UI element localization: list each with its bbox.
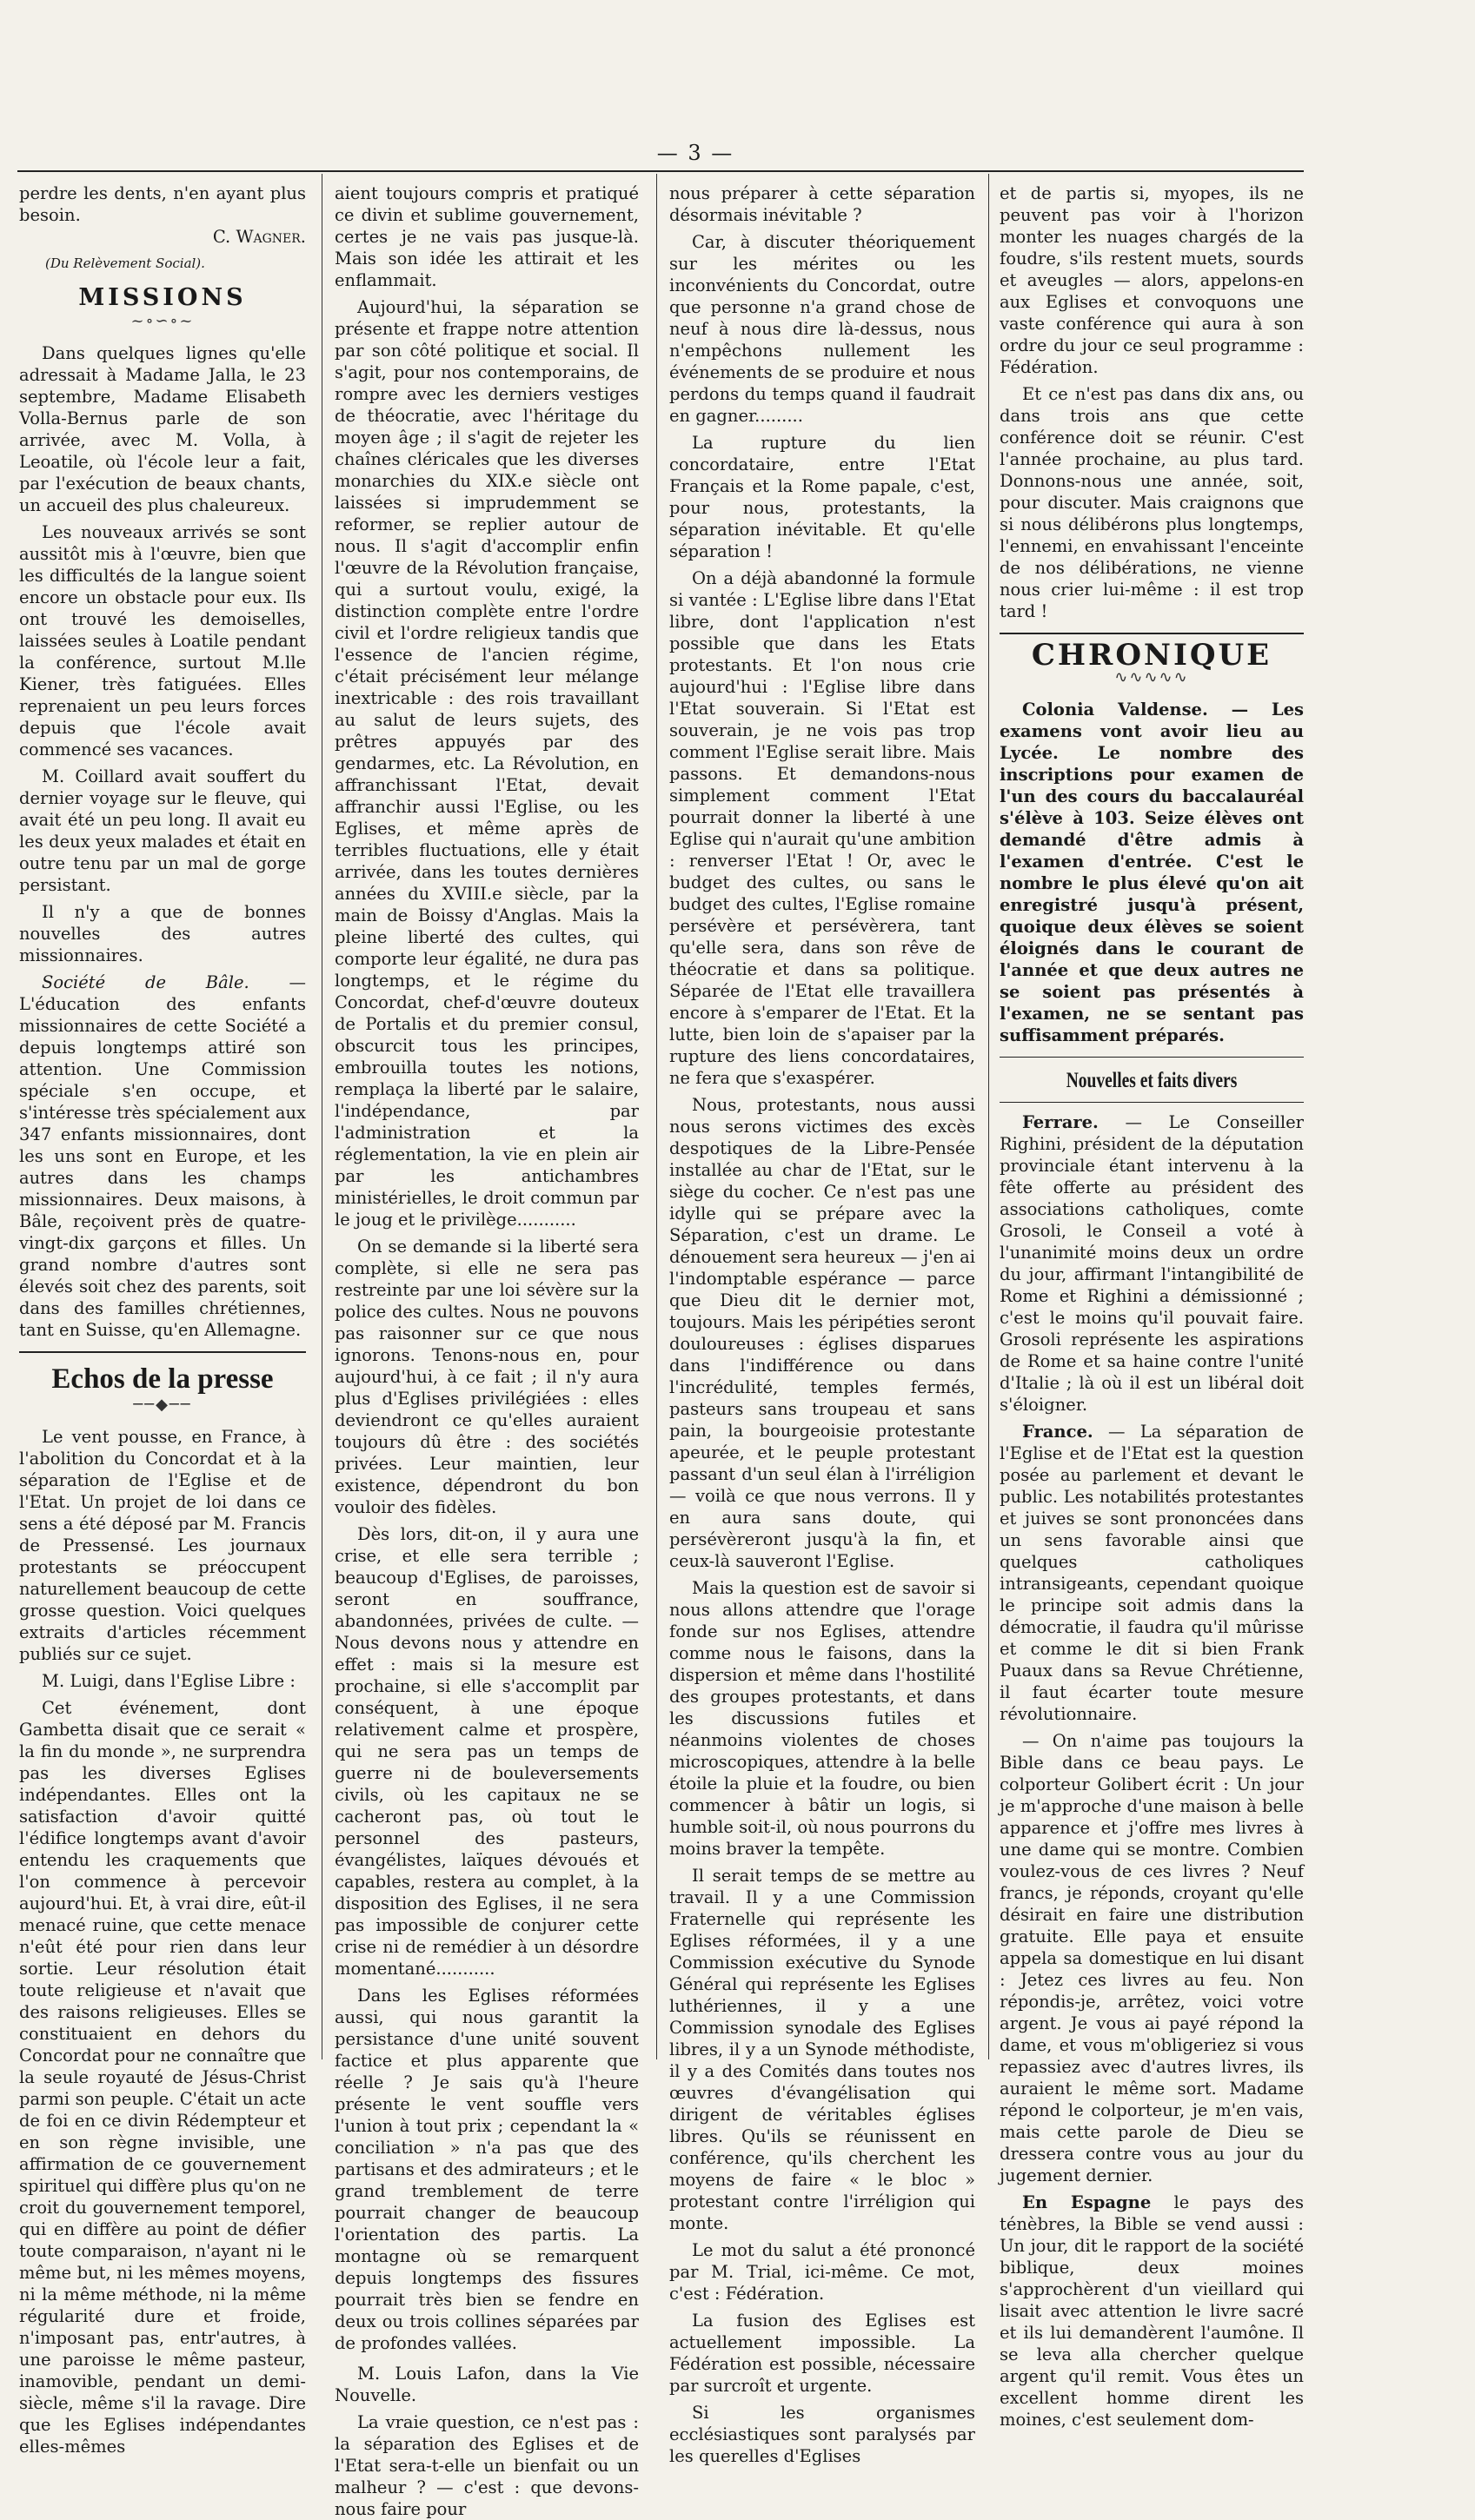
paragraph	[1000, 1421, 1304, 1725]
item-label: Société de Bâle.	[42, 972, 249, 992]
section-rule	[1000, 633, 1304, 634]
paragraph	[1000, 2192, 1304, 2430]
column-4	[1000, 182, 1304, 2430]
item-text: — Le Conseiller Righini, président de la députation provinciale étant intervenu à la fête offerte au président des associations catholiques, comte Grosoli, le Conseil a voté à l'unanimité moins deux un ordre du jour, affirmant l'intangibilité de Rome et Righini a démissionné ; c'est le moins qu'il pouvait faire. Grosoli représente les aspirations de Rome et sa haine contre l'unité d'Italie ; là où il est un libéral doit s'éloigner.	[1000, 1112, 1304, 1415]
paragraph: On se demande si la liberté sera complète, si elle ne sera pas restreinte par une loi sévère sur la police des cultes. Nous ne pouvons pas raisonner sur ce que nous ignorons. Tenons-nous en, pour aujourd'hui, à ce fait ; il n'y aura plus d'Eglises privilégiées : elles deviendront ce qu'elles auraient toujours dû être : des sociétés privées. Leur maintien, leur existence, dépendront du bon vouloir des fidèles.	[335, 1237, 639, 1517]
item-text: le pays des ténèbres, la Bible se vend aussi : Un jour, dit le rapport de la société biblique, deux moines s'approchèrent d'un vieillard qui lisait avec attention le livre sacré et ils lui demandèrent l'aumône. Il se leva alla chercher quelque argent qu'il remit. Vous êtes un excellent homme dirent les moines, c'est seulement dom-	[1000, 2192, 1304, 2430]
item-label: France.	[1022, 1422, 1093, 1442]
paragraph: La fusion des Eglises est actuellement impossible. La Fédération est possible, nécessaire par surcroît et urgente.	[669, 2311, 975, 2396]
section-rule	[1000, 1057, 1304, 1058]
section-rule	[1000, 1102, 1304, 1103]
column-3	[669, 182, 975, 2466]
paragraph: M. Luigi, dans l'Eglise Libre :	[42, 1671, 296, 1691]
paragraph	[1000, 699, 1304, 1046]
paragraph: perdre les dents, n'en ayant plus besoin.	[19, 183, 306, 225]
paragraph: Le mot du salut a été prononcé par M. Trial, ici-même. Ce mot, c'est : Fédération.	[669, 2240, 975, 2304]
paragraph: Et ce n'est pas dans dix ans, ou dans trois ans que cette conférence doit se réunir. C'est l'année prochaine, au plus tard. Donnons-nous une année, soit, pour discuter. Mais craignons que si nous délibérons plus longtemps, l'ennemi, en envahissant l'enceinte de nos délibérations, ne vienne nous crier lui-même : il est trop tard !	[1000, 384, 1304, 621]
paragraph: Aujourd'hui, la séparation se présente et frappe notre attention par son côté politique et social. Il s'agit, pour nos contemporains, de rompre avec les derniers vestiges de théocratie, avec l'héritage du moyen âge ; il s'agit de rejeter les chaînes cléricales que les diverses monarchies du XIX.e siècle ont laissées si imprudemment se reformer, se replier autour de nous. Il s'agit d'accomplir enfin l'œuvre de la Révolution française, qui a surtout voulu, exigé, la distinction complète entre l'ordre civil et l'ordre religieux tandis que l'essence de l'ancien régime, c'était précisément leur mélange inextricable : des rois travaillant au salut de leurs sujets, des prêtres appuyés par des gendarmes, etc. La Révolution, en affranchissant l'Etat, devait affranchir aussi l'Eglise, ou les Eglises, et même après de terribles fluctuations, elle y était arrivée, dans les toutes dernières années du XVIII.e siècle, par la main de Boissy d'Anglas. Mais la pleine liberté des cultes, qui comporte leur égalité, ne dura pas longtemps, et le régime du Concordat, chef-d'œuvre douteux de Portalis et du premier consul, obscurcit tous les principes, embrouilla toutes les notions, remplaça la liberté par le salaire, l'indépendance, par l'administration et la réglementation, la vie en plein air par les antichambres ministérielles, le droit commun par le joug et le privilège...........	[335, 297, 639, 1230]
section-title-echos: Echos de la presse	[51, 1363, 274, 1395]
paragraph: M. Louis Lafon, dans la Vie Nouvelle.	[335, 2364, 639, 2405]
ornament: ~∘∽∘~	[130, 312, 195, 330]
ornament: ∿∿∿∿∿	[1114, 668, 1189, 686]
section-rule	[19, 1351, 306, 1353]
paragraph: Car, à discuter théoriquement sur les mérites ou les inconvénients du Concordat, outre que personne n'a grand chose de neuf à nous dire là-dessus, nous n'empêchons nullement les événements de se produire et nous perdons du temps quand il faudrait en gagner.........	[669, 232, 975, 426]
paragraph: et de partis si, myopes, ils ne peuvent pas voir à l'horizon monter les nuages chargés de la foudre, s'ils restent muets, sourds et aveugles — alors, appelons-en aux Eglises et convoquons une vaste conférence qui aura à son ordre du jour ce seul programme : Fédération.	[1000, 183, 1304, 377]
paragraph: Si les organismes ecclésiastiques sont paralysés par les querelles d'Eglises	[669, 2403, 975, 2466]
paragraph	[1000, 1111, 1304, 1416]
section-title-missions: MISSIONS	[78, 284, 247, 311]
top-rule	[17, 170, 1304, 172]
paragraph: — On n'aime pas toujours la Bible dans ce beau pays. Le colporteur Golibert écrit : Un jour je m'approche d'une maison à belle apparence et j'offre mes livres à une dame qui se montre. Combien voulez-vous de ces livres ? Neuf francs, je réponds, croyant qu'elle désirait en faire une distribution gratuite. Elle paya et ensuite appela sa domestique en lui disant : Jetez ces livres au feu. Non répondis-je, arrêtez, voici votre argent. Je vous ai payé répond la dame, et vous m'obligeriez si vous repassiez avec d'autres livres, ils auraient le même sort. Madame répond le colporteur, je m'en vais, mais cette parole de Dieu se dressera contre vous au jour du jugement dernier.	[1000, 1731, 1304, 2185]
item-text: — Les examens vont avoir lieu au Lycée. Le nombre des inscriptions pour examen de l'un des cours du baccalauréal s'élève à 103. Seize élèves ont demandé d'être admis à l'examen d'entrée. C'est le nombre le plus élevé qu'on ait enregistré jusqu'à présent, quoique deux élèves se soient éloignés dans le courant de l'année et que deux autres ne se soient pas présentés à l'examen, ne se sentant pas suffisamment préparés.	[1000, 700, 1304, 1045]
column-1	[19, 182, 306, 2457]
paragraph: M. Coillard avait souffert du dernier voyage sur le fleuve, qui avait été un peu long. Il avait eu les deux yeux malades et était en outre tenu par un mal de gorge persistant.	[19, 766, 306, 895]
item-label: Ferrare.	[1022, 1112, 1099, 1132]
section-title-chronique: CHRONIQUE	[1031, 638, 1272, 673]
paragraph: Dans quelques lignes qu'elle adressait à Madame Jalla, le 23 septembre, Madame Elisabeth Volla-Bernus parle de son arrivée, avec M. Volla, à Leoatile, où l'école leur a fait, par l'exécution de beaux chants, un accueil des plus chaleureux.	[19, 343, 306, 515]
paragraph: Dès lors, dit-on, il y aura une crise, et elle sera terrible ; beaucoup d'Eglises, de paroisses, seront en souffrance, abandonnées, privées de culte. — Nous devons nous y attendre en effet : mais si la mesure est prochaine, si elle s'accomplit par conséquent, à une époque relativement calme et prospère, qui ne sera pas un temps de guerre ni de bouleversements civils, où les capitaux ne se cacheront pas, où tout le personnel des pasteurs, évangélistes, laïques dévoués et capables, restera au complet, à la disposition des Eglises, il ne sera pas impossible de conjurer cette crise ni de remédier à un désordre momentané...........	[335, 1524, 639, 1979]
paragraph: nous préparer à cette séparation désormais inévitable ?	[669, 183, 975, 225]
signature: C. Wagner.	[212, 227, 306, 247]
paragraph: aient toujours compris et pratiqué ce divin et sublime gouvernement, certes je ne vais pas jusque-là. Mais son idée les attirait et les enflammait.	[335, 183, 639, 290]
ornament: ──◆──	[133, 1396, 192, 1414]
column-divider	[656, 174, 657, 2059]
paragraph: Il serait temps de se mettre au travail. Il y a une Commission Fraternelle qui représente les Eglises réformées, il y a une Commission exécutive du Synode Général qui représente les Eglises luthériennes, il y a une Commission synodale des Eglises libres, il y a un Synode méthodiste, il y a des Comités dans toutes nos œuvres d'évangélisation qui dirigent de véritables églises libres. Qu'ils se réunissent en conférence, qu'ils cherchent les moyens de faire « le bloc » protestant contre l'irréligion qui monte.	[669, 1866, 975, 2233]
paragraph: La vraie question, ce n'est pas : la séparation des Eglises et de l'Etat sera-t-elle un bienfait ou un malheur ? — c'est : que devons-nous faire pour	[335, 2412, 639, 2519]
item-label: En Espagne	[1022, 2192, 1152, 2212]
paragraph: Il n'y a que de bonnes nouvelles des autres missionnaires.	[19, 902, 306, 965]
paragraph: Mais la question est de savoir si nous allons attendre que l'orage fonde sur nos Eglises, attendre comme nous le faisons, dans la dispersion et même dans l'hostilité des groupes protestants, et dans les discussions futiles et néanmoins violentes de choses microscopiques, attendre à la belle étoile la pluie et la foudre, ou bien commencer à bâtir un logis, si humble soit-il, où nous pourrons du moins braver la tempête.	[669, 1578, 975, 1859]
paragraph: Les nouveaux arrivés se sont aussitôt mis à l'œuvre, bien que les difficultés de la langue soient encore un obstacle pour eux. Ils ont trouvé les demoiselles, laissées seules à Loatile pendant la conférence, surtout M.lle Kiener, très fatiguées. Elles reprenaient un peu leurs forces depuis que l'école avait commencé ses vacances.	[19, 522, 306, 759]
paragraph: La rupture du lien concordataire, entre l'Etat Français et la Rome papale, c'est, pour nous, protestants, la séparation inévitable. Et qu'elle séparation !	[669, 433, 975, 561]
item-text: — L'éducation des enfants missionnaires de cette Société a depuis longtemps attiré son attention. Une Commission spéciale s'en occupe, et s'intéresse très spécialement aux 347 enfants missionnaires, dont les uns sont en Europe, et les autres dans les champs missionnaires. Deux maisons, à Bâle, reçoivent près de quatre-vingt-dix garçons et filles. Un grand nombre d'autres sont élevés soit chez des parents, soit dans des familles chrétiennes, tant en Suisse, qu'en Allemagne.	[19, 972, 306, 1340]
paragraph: Nous, protestants, nous aussi nous serons victimes des excès despotiques de la Libre-Pensée installée au char de l'Etat, sur le siège du cocher. Ce n'est pas une idylle qui se prépare avec la Séparation, c'est un drame. Le dénouement sera heureux — j'en ai l'indomptable espérance — parce que Dieu dit le dernier mot, toujours. Mais les péripéties seront douloureuses : églises disparues dans l'indifférence ou dans l'incrédulité, temples fermés, pasteurs sans troupeau et sans pain, la bourgeoisie protestante apeurée, et le peuple protestant passant d'un seul élan à l'irréligion — voilà ce que nous verrons. Il y en aura sans doute, qui persévèreront jusqu'à la fin, et ceux-là sauveront l'Eglise.	[669, 1095, 975, 1571]
page-number: — 3 —	[656, 141, 734, 165]
paragraph: Cet événement, dont Gambetta disait que ce serait « la fin du monde », ne surprendra pas les diverses Eglises indépendantes. Elles ont la satisfaction d'avoir quitté l'édifice longtemps avant d'avoir entendu les craquements que l'on commence à percevoir aujourd'hui. Et, à vrai dire, eût-il menacé ruine, que cette menace n'eût été pour rien dans leur sortie. Leur résolution était toute religieuse et n'avait que des raisons religieuses. Elles se constituaient en dehors du Concordat pour ne connaître que la seule royauté de Jésus-Christ parmi son peuple. C'était un acte de foi en ce divin Rédempteur et en son règne invisible, une affirmation de ce gouvernement spirituel qui diffère plus qu'on ne croit du gouvernement temporel, qui en diffère au point de défier toute comparaison, n'ayant ni le même but, ni les mêmes moyens, ni la même méthode, ni la même régularité dure et froide, n'imposant pas, entr'autres, à une paroisse le même pasteur, inamovible, pendant un demi-siècle, même s'il la ravage. Dire que les Eglises indépendantes elles-mêmes	[19, 1698, 306, 2457]
section-title-nouvelles: Nouvelles et faits divers	[1066, 1069, 1238, 1092]
paragraph: On a déjà abandonné la formule si vantée : L'Eglise libre dans l'Etat libre, dont l'application n'est possible que dans les Etats protestants. Et l'on nous crie aujourd'hui : l'Eglise libre dans l'Etat souverain. Si l'Etat est souverain, je ne vois pas trop comment l'Eglise serait libre. Mais passons. Et demandons-nous simplement comment l'Etat pourrait donner la liberté à une Eglise qui n'aurait qu'une ambition : renverser l'Etat ! Or, avec le budget des cultes, ou sans le budget des cultes, l'Eglise romaine persévère et persévèrera, tant qu'elle sera, dans son rêve de théocratie et dans sa politique. Séparée de l'Etat elle travaillera encore à s'emparer de l'Etat. Et la lutte, bien loin de s'apaiser par la rupture des liens concordataires, ne fera que s'exaspérer.	[669, 568, 975, 1088]
paragraph: Dans les Eglises réformées aussi, qui nous garantit la persistance d'une unité souvent factice et plus apparente que réelle ? Je sais qu'à l'heure présente le vent souffle vers l'union à tout prix ; cependant la « conciliation » n'a pas que des partisans et des admirateurs ; et le grand tremblement de terre pourrait changer de beaucoup l'orientation des partis. La montagne où se remarquent depuis longtemps des fissures pourrait très bien se fendre en deux ou trois collines séparées par de profondes vallées.	[335, 1986, 639, 2353]
paragraph	[19, 972, 306, 1341]
item-label: Colonia Valdense.	[1022, 700, 1208, 720]
item-text: — La séparation de l'Eglise et de l'Etat est la question posée au parlement et devant le public. Les notabilités protestantes et juives se sont prononcées dans un sens favorable ainsi que quelques catholiques intransigeants, cependant quoique le principe soit admis dans la démocratie, il faudra qu'il mûrisse et comme le dit si bien Frank Puaux dans sa Revue Chrétienne, il faut écarter toute mesure révolutionnaire.	[1000, 1422, 1304, 1724]
column-divider	[988, 174, 989, 2059]
column-2	[335, 182, 639, 2519]
paragraph: Le vent pousse, en France, à l'abolition du Concordat et à la séparation de l'Eglise et de l'Etat. Un projet de loi dans ce sens a été déposé par M. Francis de Pressensé. Les journaux protestants se préoccupent naturellement beaucoup de cette grosse question. Voici quelques extraits d'articles récemment publiés sur ce sujet.	[19, 1427, 306, 1664]
source-note: (Du Relèvement Social).	[45, 255, 205, 271]
